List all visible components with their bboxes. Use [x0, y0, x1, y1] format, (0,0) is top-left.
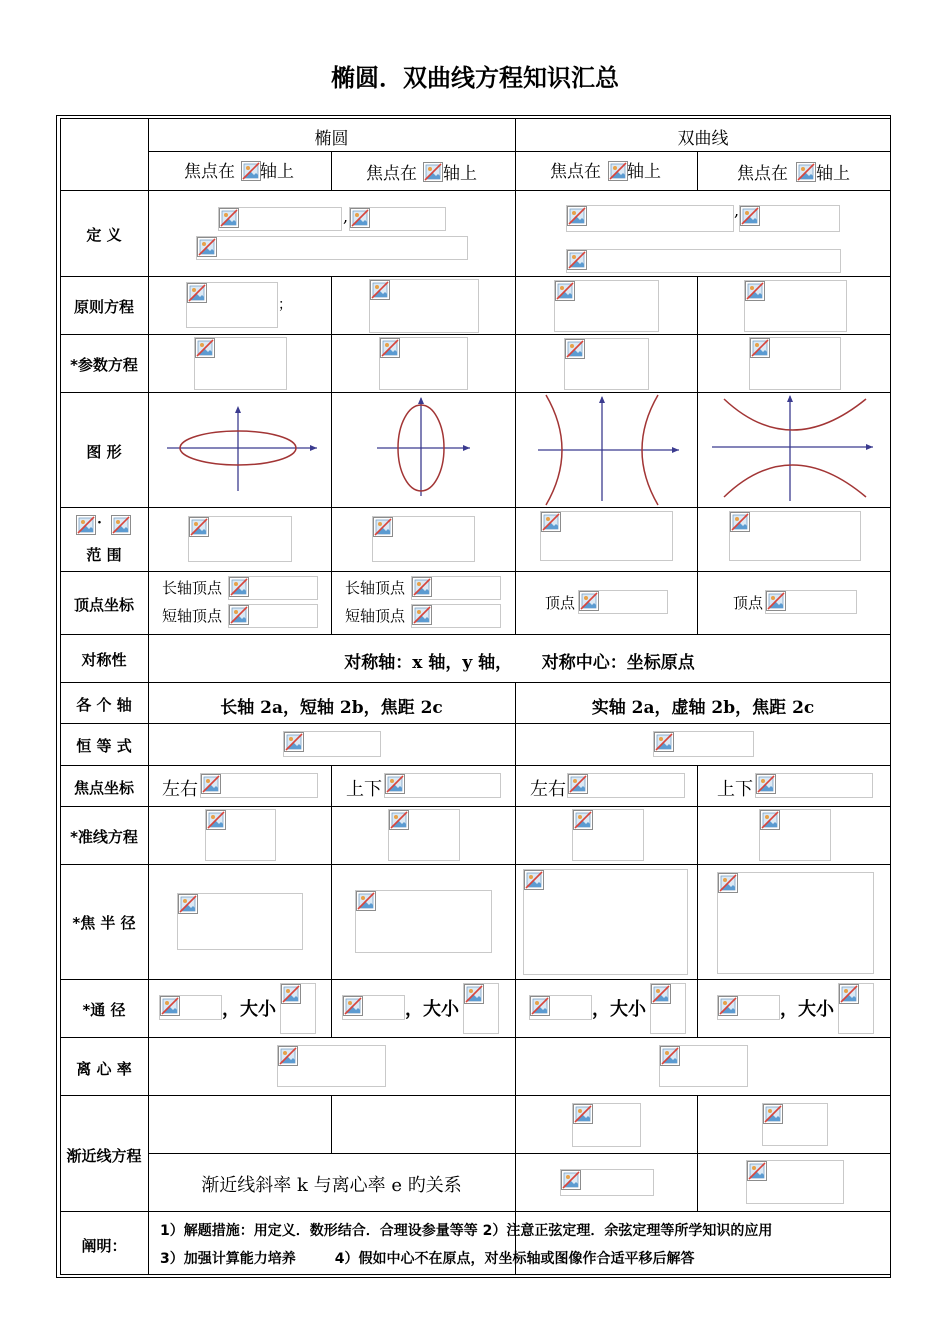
ellipse-y-graph: [332, 393, 515, 506]
focus-y-label-prefix: 焦点在: [366, 164, 417, 184]
size-label: ，大小: [592, 999, 646, 1020]
formula-image: [566, 249, 841, 273]
formula-image: [200, 773, 318, 798]
formula-image: [717, 872, 874, 974]
header-hyperbola: 双曲线: [677, 129, 729, 149]
row-label-asymptote: 渐近线方程: [66, 1147, 142, 1165]
formula-image: [411, 576, 501, 600]
row-divider: [60, 507, 891, 508]
col-divider: [331, 151, 332, 190]
col-divider: [697, 1095, 698, 1211]
col-divider: [697, 765, 698, 1037]
row-label-eccentricity: 离 心 率: [76, 1060, 132, 1078]
minor-vertex-label: 短轴顶点: [162, 607, 223, 625]
row-divider: [60, 1095, 891, 1096]
col-divider: [697, 151, 698, 190]
up-down-label: 上下: [346, 779, 382, 800]
formula-image: [838, 983, 874, 1034]
row-divider: [60, 571, 891, 572]
image-placeholder-icon: [796, 162, 816, 182]
formula-image: [369, 279, 479, 333]
row-label-standard-equation: 原则方程: [73, 298, 134, 316]
focus-x-label-suffix: 轴上: [260, 162, 294, 182]
row-divider: [60, 765, 891, 766]
formula-image: [277, 1045, 386, 1087]
formula-image: [379, 337, 468, 390]
formula-image: [540, 511, 673, 561]
row-divider: [60, 1037, 891, 1038]
formula-image: [372, 516, 475, 562]
comma-text: ,: [343, 207, 349, 226]
row-divider: [60, 682, 891, 683]
formula-image: [280, 983, 316, 1034]
formula-image: [228, 604, 318, 628]
formula-image: [566, 205, 734, 232]
focus-y-label-prefix: 焦点在: [737, 164, 788, 184]
minor-vertex-label: 短轴顶点: [345, 607, 406, 625]
row-label-symmetry: 对称性: [81, 651, 127, 669]
formula-image: [717, 995, 780, 1020]
row-label-graph: 图 形: [86, 443, 122, 461]
row-label-note: 阐明：: [81, 1237, 127, 1255]
formula-image: [388, 809, 460, 861]
left-right-label: 左右: [162, 779, 198, 800]
hyperbola-x-graph: [516, 393, 697, 506]
comma-text: ,: [734, 201, 740, 220]
formula-image: [186, 282, 278, 328]
formula-image: [653, 731, 754, 757]
row-label-axes: 各 个 轴: [76, 696, 132, 714]
note-line-1: 1）解题措施：用定义．数形结合．合理设参量等等 2）注意正弦定理．余弦定理等所学知识的应用: [160, 1223, 773, 1239]
image-placeholder-icon: [241, 161, 261, 181]
row-divider: [60, 334, 891, 335]
row-divider: [60, 1211, 891, 1212]
formula-image: [218, 207, 342, 231]
formula-image: [283, 731, 381, 757]
formula-image: [746, 1160, 844, 1204]
formula-image: [177, 893, 303, 950]
formula-image: [729, 511, 861, 561]
row-label-latus-rectum: *通 径: [82, 1001, 126, 1019]
row-label-parametric-equation: *参数方程: [70, 356, 138, 374]
row-label-range: 范 围: [86, 546, 122, 564]
major-vertex-label: 长轴顶点: [162, 579, 223, 597]
row-label-directrix: *准线方程: [70, 828, 138, 846]
formula-image: [205, 809, 276, 861]
formula-image: [759, 809, 831, 861]
focus-x-label-prefix: 焦点在: [184, 162, 235, 182]
col-divider: [515, 118, 516, 634]
formula-image: [650, 983, 686, 1034]
ellipse-axes-text: 长轴 2a，短轴 2b，焦距 2c: [220, 698, 443, 718]
row-label-identity: 恒 等 式: [76, 737, 132, 755]
row-divider: [60, 276, 891, 277]
row-label-focus: 焦点坐标: [73, 779, 134, 797]
up-down-label: 上下: [717, 779, 753, 800]
formula-image: [523, 869, 688, 975]
image-placeholder-icon: [423, 162, 443, 182]
formula-image: [567, 773, 685, 798]
symmetry-text: 对称轴：x 轴，y 轴， 对称中心：坐标原点: [344, 653, 695, 673]
formula-image: [564, 338, 649, 390]
focus-y-label-suffix: 轴上: [816, 164, 850, 184]
row-divider: [60, 190, 891, 191]
formula-image: [228, 576, 318, 600]
focus-x-label-suffix: 轴上: [627, 162, 661, 182]
ellipse-x-graph: [149, 393, 331, 506]
page-title: 椭圆．双曲线方程知识汇总: [331, 64, 619, 92]
formula-image: [529, 995, 592, 1020]
focus-x-label-prefix: 焦点在: [550, 162, 601, 182]
semicolon-text: ；: [278, 297, 292, 313]
hyperbola-y-graph: [698, 393, 890, 506]
image-placeholder-icon: [111, 515, 131, 535]
row-divider: [60, 634, 891, 635]
formula-image: [554, 280, 659, 332]
size-label: ，大小: [222, 999, 276, 1020]
formula-image: [355, 890, 492, 953]
formula-image: [342, 995, 405, 1020]
col-divider: [331, 765, 332, 1037]
formula-image: [159, 995, 222, 1020]
slope-relation-text: 渐近线斜率 k 与离心率 e 旳关系: [201, 1175, 462, 1196]
major-vertex-label: 长轴顶点: [345, 579, 406, 597]
formula-image: [739, 205, 840, 232]
row-label-definition: 定 义: [86, 226, 122, 244]
formula-image: [659, 1045, 748, 1087]
row-divider: [60, 979, 891, 980]
size-label: ，大小: [405, 999, 459, 1020]
formula-image: [188, 516, 292, 562]
row-label-vertex: 顶点坐标: [73, 596, 134, 614]
hyperbola-axes-text: 实轴 2a，虚轴 2b，焦距 2c: [591, 698, 815, 718]
formula-image: [578, 590, 668, 614]
image-placeholder-icon: [76, 515, 96, 535]
formula-image: [765, 590, 857, 614]
formula-image: [411, 604, 501, 628]
note-line-2: 3）加强计算能力培养 4）假如中心不在原点，对坐标轴或图像作合适平移后解答: [160, 1251, 695, 1267]
image-placeholder-icon: [608, 161, 628, 181]
formula-image: [349, 207, 446, 231]
range-separator: ·: [97, 515, 102, 531]
formula-image: [572, 1103, 641, 1147]
focus-y-label-suffix: 轴上: [443, 164, 477, 184]
header-divider: [148, 151, 891, 152]
formula-image: [463, 983, 499, 1034]
formula-image: [749, 337, 841, 390]
row-divider: [60, 723, 891, 724]
formula-image: [762, 1103, 828, 1146]
formula-image: [560, 1169, 654, 1196]
vertex-label: 顶点: [733, 594, 764, 612]
left-right-label: 左右: [530, 779, 566, 800]
header-ellipse: 椭圆: [314, 129, 349, 149]
row-divider: [60, 864, 891, 865]
formula-image: [384, 773, 501, 798]
row-label-focal-radius: *焦 半 径: [72, 914, 136, 932]
formula-image: [572, 809, 644, 861]
vertex-label: 顶点: [545, 594, 576, 612]
table-border-bottom: [60, 1274, 891, 1275]
formula-image: [755, 773, 873, 798]
table-border-top: [60, 118, 891, 119]
row-divider: [60, 806, 891, 807]
formula-image: [744, 280, 847, 332]
formula-image: [194, 337, 287, 390]
size-label: ，大小: [780, 999, 834, 1020]
row-divider: [148, 1153, 891, 1154]
col-divider: [331, 1095, 332, 1153]
col-divider: [515, 682, 516, 1274]
formula-image: [196, 236, 468, 260]
